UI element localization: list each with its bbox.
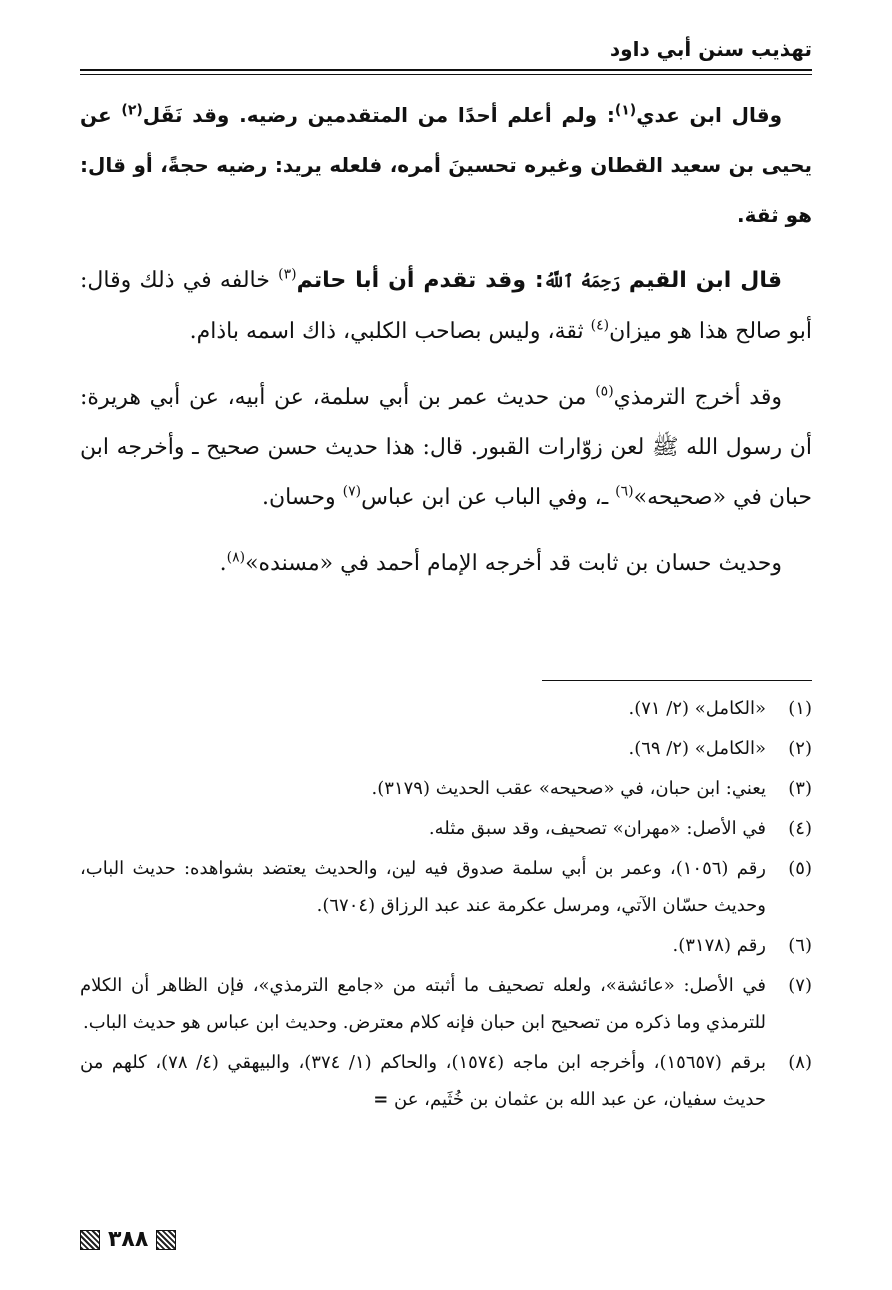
paragraph-hassan — [80, 539, 812, 589]
text-segment: من حديث عمر بن أبي سلمة، عن أبيه، عن أبي هريرة: أن رسول الله ﷺ لعن زوّارات القبور. قال: هذا حديث حسن صحيح ـ وأخرجه ابن حبان في «صحيحه» — [80, 385, 812, 510]
footnote-text: «الكامل» (٢/ ٧١). — [628, 698, 766, 719]
footnote-2 — [80, 730, 812, 767]
text-segment: ثقة، وليس بصاحب الكلبي، ذاك اسمه باذام. — [189, 319, 591, 344]
header-rule-thick — [80, 69, 812, 71]
footnote-number: (٢) — [788, 738, 812, 759]
square-ornament-icon — [80, 1230, 100, 1250]
footnote-number: (٣) — [788, 778, 812, 799]
footnote-1 — [80, 690, 812, 727]
paragraph-ibn-qayyim — [80, 256, 812, 357]
footnote-8 — [80, 1044, 812, 1118]
footnote-number: (٧) — [788, 975, 812, 996]
text-segment: خالفه في ذلك وقال: أبو صالح هذا هو ميزان — [80, 268, 812, 344]
footnote-4 — [80, 810, 812, 847]
footnote-text: «الكامل» (٢/ ٦٩). — [628, 738, 766, 759]
footnote-separator — [542, 680, 812, 681]
footnote-text: في الأصل: «مهران» تصحيف، وقد سبق مثله. — [428, 818, 766, 839]
footnote-6 — [80, 927, 812, 964]
text-segment: . — [219, 551, 227, 576]
footnote-3 — [80, 770, 812, 807]
footnote-text: يعني: ابن حبان، في «صحيحه» عقب الحديث (٣١٧٩). — [371, 778, 766, 799]
paragraph-ibn-adi — [80, 90, 812, 240]
footnote-ref-8[interactable]: (٨) — [226, 549, 246, 566]
main-text — [80, 90, 812, 605]
footnote-number: (٥) — [788, 858, 812, 879]
footnote-number: (٨) — [788, 1052, 812, 1073]
continued-mark: = — [373, 1089, 389, 1110]
text-segment: : ولم أعلم أحدًا من المتقدمين رضيه. وقد نَقَل — [142, 103, 615, 127]
running-title: تهذيب سنن أبي داود — [609, 37, 812, 61]
footnote-ref-2[interactable]: (٢) — [121, 102, 143, 119]
paragraph-tirmidhi — [80, 373, 812, 523]
text-segment: وحديث حسان بن ثابت قد أخرجه الإمام أحمد في «مسنده» — [245, 551, 782, 576]
header-rule-thin — [80, 74, 812, 75]
text-segment: وقد أخرج الترمذي — [613, 385, 782, 410]
footnote-text: رقم (٣١٧٨). — [672, 935, 766, 956]
text-segment: وحسان. — [261, 485, 343, 510]
footnotes-list — [80, 690, 812, 1121]
page-number: ٣٨٨ — [108, 1227, 149, 1252]
footnote-ref-6[interactable]: (٦) — [615, 483, 634, 500]
footnote-ref-1[interactable]: (١) — [614, 102, 637, 119]
footnote-ref-5[interactable]: (٥) — [595, 383, 614, 400]
footnote-5 — [80, 850, 812, 924]
footnote-ref-4[interactable]: (٤) — [590, 317, 610, 334]
page-footer — [80, 1226, 176, 1254]
square-ornament-icon — [156, 1230, 176, 1250]
footnote-ref-7[interactable]: (٧) — [342, 483, 362, 500]
footnote-ref-3[interactable]: (٣) — [278, 266, 297, 283]
footnote-number: (١) — [788, 698, 812, 719]
text-segment: عن يحيى بن سعيد القطان وغيره تحسينَ أمره، فلعله يريد: رضيه حجةً، أو قال: هو ثقة. — [80, 103, 812, 227]
footnote-text: في الأصل: «عائشة»، ولعله تصحيف ما أثبته من «جامع الترمذي»، فإن الظاهر أن الكلام للترمذي وما ذكره من تصحيح ابن حبان فإنه كلام معترض. وحديث ابن عباس هو حديث الباب. — [80, 975, 766, 1033]
footnote-number: (٦) — [788, 935, 812, 956]
ibn-qayyim-label: قال ابن القيم — [628, 268, 782, 293]
footnote-7 — [80, 967, 812, 1041]
honorific-phrase: رَحِمَهُ ٱللَّهُ — [543, 272, 621, 292]
footnote-number: (٤) — [788, 818, 812, 839]
text-segment: ـ، وفي الباب عن ابن عباس — [361, 485, 616, 510]
text-segment: وقال ابن عدي — [636, 103, 783, 127]
text-segment: : وقد تقدم أن أبا حاتم — [296, 268, 544, 293]
footnote-text: رقم (١٠٥٦)، وعمر بن أبي سلمة صدوق فيه لين، والحديث يعتضد بشواهده: حديث الباب، وحديث حسّان الآتي، ومرسل عكرمة عند عبد الرزاق (٦٧٠٤). — [80, 858, 766, 916]
footnote-text: برقم (١٥٦٥٧)، وأخرجه ابن ماجه (١٥٧٤)، والحاكم (١/ ٣٧٤)، والبيهقي (٤/ ٧٨)، كلهم من حديث سفيان، عن عبد الله بن عثمان بن خُثَيم، عن — [80, 1052, 766, 1110]
